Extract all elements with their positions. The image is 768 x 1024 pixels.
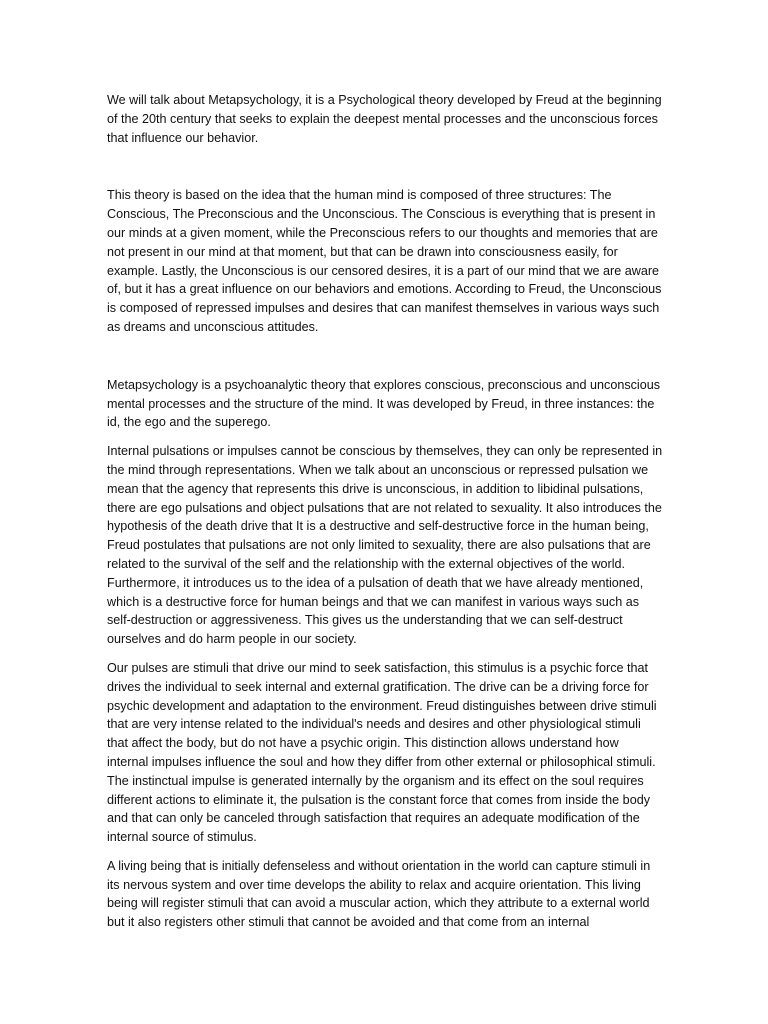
paragraph-metapsychology-definition: Metapsychology is a psychoanalytic theory that explores conscious, preconscious and unconscious mental processes and the structure of the mind. It was developed by Freud, in three instances: the id, the ego and the superego. <box>107 377 661 430</box>
paragraph-intro: We will talk about Metapsychology, it is a Psychological theory developed by Freud at the beginning of the 20th century that seeks to explain the deepest mental processes and the unconscious forces that influence our behavior. <box>107 93 662 145</box>
paragraph-pulses-stimuli: Our pulses are stimuli that drive our mind to seek satisfaction, this stimulus is a psychic force that drives the individual to seek internal and external gratification. The drive can be a driving force for psychic development and adaptation to the environment. Freud distinguishes between drive stimuli that are very intense related to the individual's needs and desires and other physiological stimuli that affect the body, but do not have a psychic origin. This distinction allows understand how internal impulses influence the soul and how they differ from other external or philosophical stimuli. The instinctual impulse is generated internally by the organism and its effect on the soul requires different actions to eliminate it, the pulsation is the constant force that comes from inside the body and that can only be canceled through satisfaction that requires an adequate modification of the internal source of stimulus. <box>107 660 657 845</box>
paragraph-living-being: A living being that is initially defenseless and without orientation in the world can capture stimuli in its nervous system and over time develops the ability to relax and acquire orientation. This living being will register stimuli that can avoid a muscular action, which they attribute to a external world but it also registers other stimuli that cannot be avoided and that come from an internal <box>107 858 651 930</box>
document-body <box>107 91 663 932</box>
paragraph-three-structures: This theory is based on the idea that the human mind is composed of three structures: The Conscious, The Preconscious and the Unconscious. The Conscious is everything that is present in our minds at a given moment, while the Preconscious refers to our thoughts and memories that are not present in our mind at that moment, but that can be drawn into consciousness easily, for example. Lastly, the Unconscious is our censored desires, it is a part of our mind that we are aware of, but it has a great influence on our behaviors and emotions. According to Freud, the Unconscious is composed of repressed impulses and desires that can manifest themselves in various ways such as dreams and unconscious attitudes. <box>107 188 662 334</box>
paragraph-pulsations: Internal pulsations or impulses cannot be conscious by themselves, they can only be represented in the mind through representations. When we talk about an unconscious or repressed pulsation we mean that the agency that represents this drive is unconscious, in addition to libidinal pulsations, there are ego pulsations and object pulsations that are not related to sexuality. It also introduces the hypothesis of the death drive that It is a destructive and self-destructive force in the human being, Freud postulates that pulsations are not only limited to sexuality, there are also pulsations that are related to the survival of the self and the relationship with the external objectives of the world. Furthermore, it introduces us to the idea of a pulsation of death that we have already mentioned, which is a destructive force for human beings and that we can manifest in various ways such as self-destruction or aggressiveness. This gives us the understanding that we can self-destruct ourselves and do harm people in our society. <box>107 444 663 647</box>
